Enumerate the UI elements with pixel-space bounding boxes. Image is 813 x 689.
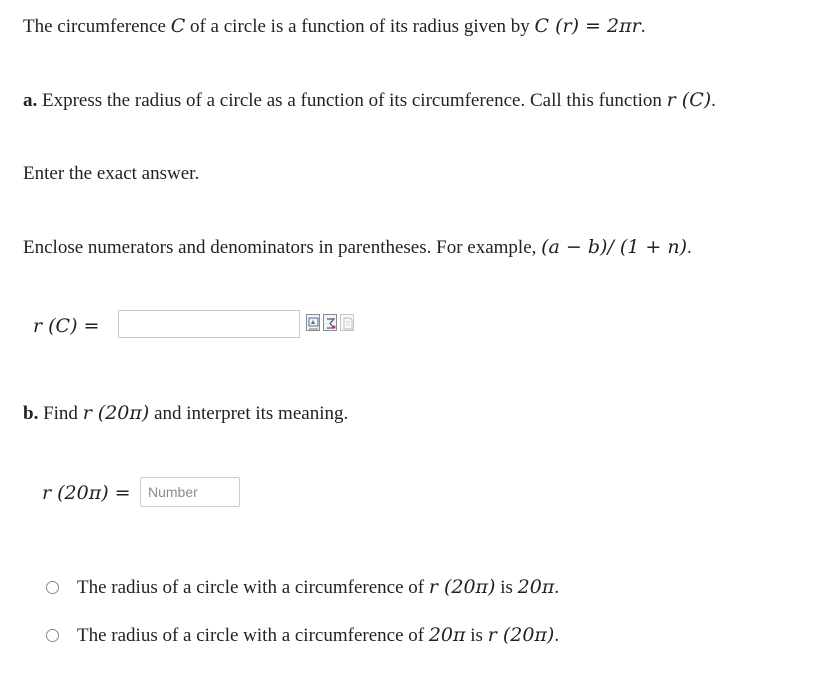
- choice-text: The radius of a circle with a circumference of: [77, 577, 429, 598]
- help-icon[interactable]: [340, 314, 354, 331]
- choice-option-1[interactable]: [46, 575, 559, 600]
- choice-option-2[interactable]: [46, 623, 559, 648]
- part-b-text: Find: [38, 403, 83, 424]
- choice-math: 20π: [428, 624, 466, 646]
- answer-b-label: r (20π) =: [42, 482, 131, 504]
- choice-text: The radius of a circle with a circumference of: [77, 625, 429, 646]
- choice-text-2: is: [495, 577, 518, 598]
- preview-icon[interactable]: [323, 314, 337, 331]
- part-b-label: b.: [23, 403, 39, 424]
- part-a-text: Express the radius of a circle as a function of its circumference. Call this function: [37, 90, 667, 111]
- choice-math-2: r (20π): [487, 624, 555, 646]
- choice-math-2: 20π: [517, 576, 555, 598]
- instruction-exact: Enter the exact answer.: [23, 163, 200, 184]
- radio-button[interactable]: [46, 629, 59, 642]
- radio-button[interactable]: [46, 581, 59, 594]
- instruction-enclose-text: Enclose numerators and denominators in parentheses. For example,: [23, 237, 542, 258]
- choice-text-2: is: [465, 625, 488, 646]
- choice-end: .: [554, 625, 560, 646]
- circumference-variable: C: [170, 15, 186, 37]
- part-b-function: r (20π): [82, 402, 150, 424]
- instruction-enclose: [23, 235, 692, 260]
- instruction-enclose-period: .: [687, 237, 692, 258]
- part-b-prompt: [23, 401, 348, 426]
- answer-b-number-input[interactable]: [140, 477, 240, 507]
- part-b-text-2: and interpret its meaning.: [149, 403, 349, 424]
- intro-text: The circumference: [23, 16, 171, 37]
- part-a-prompt: [23, 88, 716, 113]
- answer-a-label: r (C) =: [33, 315, 100, 337]
- circumference-formula: C (r) = 2πr: [534, 15, 641, 37]
- intro-text-2: of a circle is a function of its radius given by: [185, 16, 535, 37]
- part-a-label: a.: [23, 90, 38, 111]
- equation-editor-icon[interactable]: [306, 314, 320, 331]
- problem-intro: [23, 14, 645, 39]
- intro-period: .: [640, 16, 646, 37]
- answer-a-math-input[interactable]: [118, 310, 300, 338]
- choice-math: r (20π): [428, 576, 496, 598]
- choice-label: [77, 623, 559, 648]
- part-a-period: .: [711, 90, 716, 111]
- choice-label: [77, 575, 559, 600]
- math-tool-icons: [306, 314, 354, 331]
- choice-end: .: [554, 577, 560, 598]
- example-expression: (a − b)/ (1 + n): [541, 236, 688, 258]
- part-a-function: r (C): [666, 89, 712, 111]
